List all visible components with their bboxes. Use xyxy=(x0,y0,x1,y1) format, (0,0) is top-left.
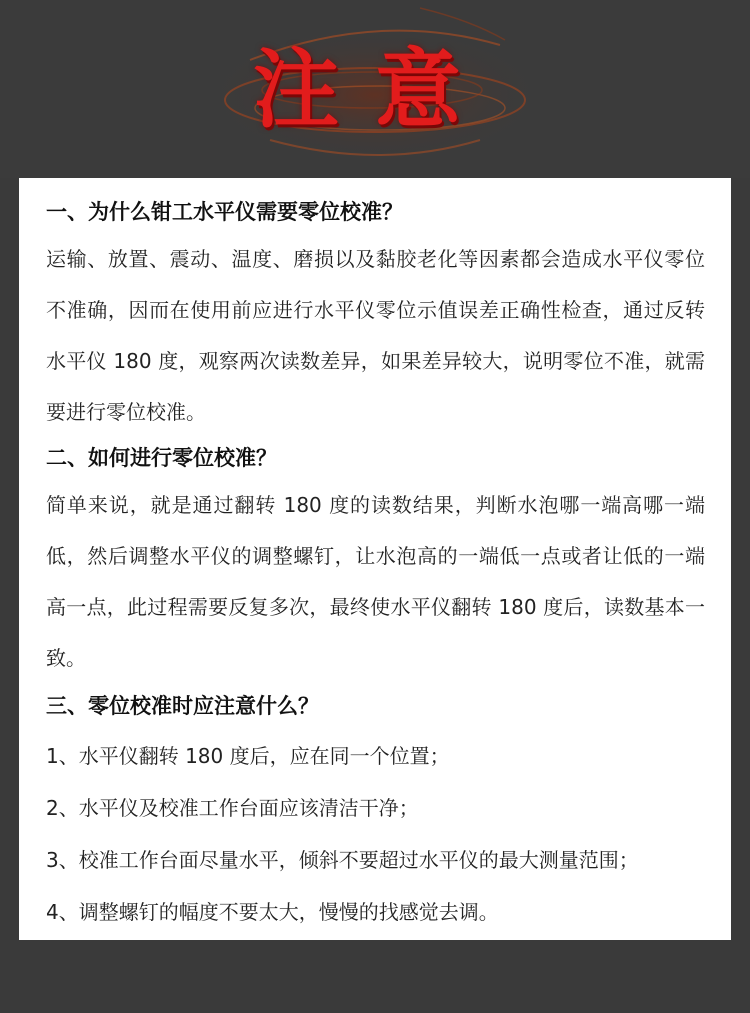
header-banner xyxy=(0,0,750,178)
section-body-1: 运输、放置、震动、温度、磨损以及黏胶老化等因素都会造成水平仪零位不准确，因而在使用前应进行水平仪零位示值误差正确性检查，通过反转水平仪 180 度，观察两次读数差异，如果差异较大，说明零位不准，就需要进行零位校准。 xyxy=(46,247,705,424)
content-card xyxy=(19,178,731,940)
section-heading-1: 一、为什么钳工水平仪需要零位校准？ xyxy=(46,200,403,224)
list-item: 2、水平仪及校准工作台面应该清洁干净； xyxy=(46,796,419,820)
section-body-2: 简单来说，就是通过翻转 180 度的读数结果，判断水泡哪一端高哪一端低，然后调整水平仪的调整螺钉，让水泡高的一端低一点或者让低的一端高一点，此过程需要反复多次，最终使水平仪翻转 180 度后，读数基本一致。 xyxy=(46,493,705,670)
section-heading-3: 三、零位校准时应注意什么？ xyxy=(46,694,319,718)
section-heading-2: 二、如何进行零位校准？ xyxy=(46,446,277,470)
list-item: 1、水平仪翻转 180 度后，应在同一个位置； xyxy=(46,744,450,768)
page-title: 注意 xyxy=(253,40,497,140)
list-item: 4、调整螺钉的幅度不要太大，慢慢的找感觉去调。 xyxy=(46,900,499,924)
list-item: 3、校准工作台面尽量水平，倾斜不要超过水平仪的最大测量范围； xyxy=(46,848,639,872)
